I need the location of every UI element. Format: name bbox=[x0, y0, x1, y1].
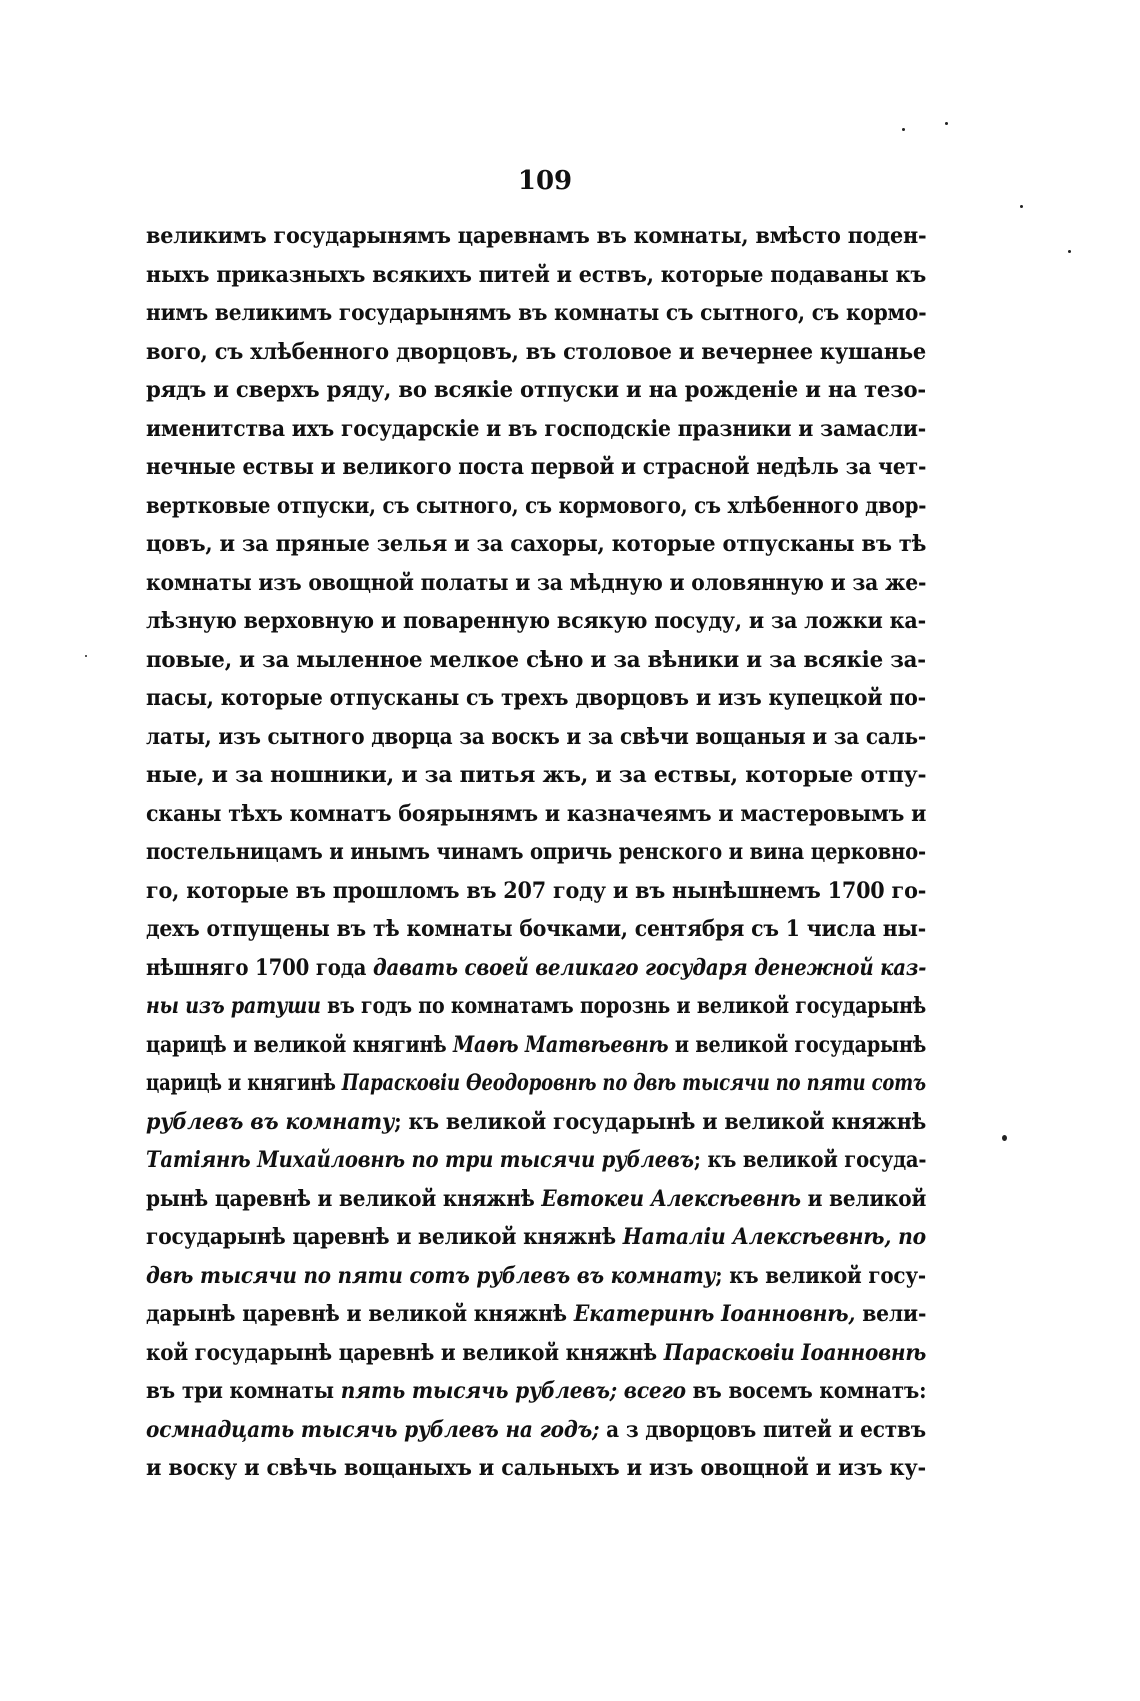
text-segment: латы, изъ сытного дворца за воскъ и за свѣчи вощаныя и за саль- bbox=[146, 723, 927, 750]
page-number: 109 bbox=[517, 166, 573, 196]
text-line bbox=[146, 602, 926, 641]
text-segment: нимъ великимъ государынямъ въ комнаты съ сытного, съ кормо- bbox=[146, 300, 927, 326]
scan-speck bbox=[902, 128, 905, 131]
text-segment: ; къ великой госуда- bbox=[693, 1147, 927, 1173]
italic-text-segment: Маѳѣ Матвѣевнѣ bbox=[453, 1031, 669, 1058]
text-segment: и воску и свѣчь вощаныхъ и сальныхъ и изъ овощной и изъ ку- bbox=[146, 1455, 926, 1481]
text-segment: въ восемъ комнатъ: bbox=[685, 1378, 927, 1404]
scan-speck bbox=[1020, 205, 1023, 208]
text-segment: нечные ествы и великого поста первой и страсной недѣль за чет- bbox=[146, 454, 927, 480]
text-segment: постельницамъ и инымъ чинамъ опричь ренского и вина церковно- bbox=[146, 839, 927, 865]
text-segment: рынѣ царевнѣ и великой княжнѣ bbox=[146, 1185, 542, 1212]
text-line bbox=[146, 1103, 926, 1142]
text-segment: нѣшняго 1700 года bbox=[146, 954, 373, 981]
text-segment: го, которые въ прошломъ въ 207 году и въ нынѣшнемъ 1700 го- bbox=[146, 877, 927, 904]
italic-text-segment: рублевъ въ комнату bbox=[146, 1108, 395, 1135]
text-line bbox=[146, 1257, 926, 1296]
italic-text-segment: двѣ тысячи по пяти сотъ рублевъ въ комнату bbox=[146, 1262, 716, 1289]
text-line bbox=[146, 795, 926, 834]
italic-text-segment: Татіянѣ Михайловнѣ по три тысячи рублевъ bbox=[146, 1147, 694, 1173]
text-segment: вого, съ хлѣбенного дворцовъ, въ столовое и вечернее кушанье bbox=[146, 338, 926, 365]
text-line bbox=[146, 949, 926, 988]
italic-text-segment: Парасковіи Іоанновнѣ bbox=[663, 1339, 927, 1366]
scan-speck bbox=[1002, 1135, 1007, 1141]
text-segment: кой государынѣ царевнѣ и великой княжнѣ bbox=[146, 1339, 664, 1366]
text-segment: а з дворцовъ питей и ествъ bbox=[599, 1416, 927, 1443]
italic-text-segment: пять тысячь рублевъ; всего bbox=[340, 1378, 686, 1404]
text-line bbox=[146, 1295, 926, 1334]
text-line bbox=[146, 294, 926, 333]
text-line bbox=[146, 872, 926, 911]
scan-speck bbox=[945, 122, 948, 125]
text-segment: комнаты изъ овощной полаты и за мѣдную и оловянную и за же- bbox=[146, 569, 927, 596]
text-segment: царицѣ и княгинѣ bbox=[146, 1070, 342, 1096]
text-line bbox=[146, 217, 926, 256]
text-segment: ; къ великой государынѣ и великой княжнѣ bbox=[394, 1108, 927, 1135]
text-line bbox=[146, 1026, 926, 1065]
text-segment: пасы, которые отпусканы съ трехъ дворцовъ и изъ купецкой по- bbox=[146, 685, 927, 711]
text-segment: ные, и за ношники, и за питья жъ, и за ествы, которые отпу- bbox=[146, 762, 927, 788]
text-segment: и великой государынѣ bbox=[668, 1031, 927, 1058]
text-line bbox=[146, 525, 926, 564]
text-segment: великимъ государынямъ царевнамъ въ комнаты, вмѣсто поден- bbox=[146, 223, 927, 249]
text-line bbox=[146, 987, 926, 1026]
italic-text-segment: Парасковіи Ѳеодоровнѣ по двѣ тысячи по пяти сотъ bbox=[341, 1070, 926, 1096]
text-line bbox=[146, 1218, 926, 1257]
text-line bbox=[146, 1449, 926, 1488]
text-segment: вели- bbox=[855, 1301, 927, 1327]
text-segment: ; къ великой госу- bbox=[715, 1262, 926, 1289]
italic-text-segment: Екатеринѣ Іоанновнѣ, bbox=[573, 1301, 856, 1327]
scan-speck bbox=[1068, 250, 1071, 253]
text-line bbox=[146, 564, 926, 603]
text-line bbox=[146, 1334, 926, 1373]
text-segment: цовъ, и за пряные зелья и за сахоры, которые отпусканы въ тѣ bbox=[146, 531, 927, 557]
text-segment: повые, и за мыленное мелкое сѣно и за вѣники и за всякіе за- bbox=[146, 646, 926, 673]
text-line bbox=[146, 910, 926, 949]
italic-text-segment: ны изъ ратуши bbox=[146, 993, 321, 1019]
text-segment: царицѣ и великой княгинѣ bbox=[146, 1031, 454, 1058]
text-segment: и великой bbox=[800, 1185, 927, 1212]
text-line bbox=[146, 1141, 926, 1180]
text-line bbox=[146, 487, 926, 526]
text-line bbox=[146, 410, 926, 449]
text-line bbox=[146, 756, 926, 795]
text-line bbox=[146, 1411, 926, 1450]
text-line bbox=[146, 333, 926, 372]
text-segment: лѣзную верховную и поваренную всякую посуду, и за ложки ка- bbox=[146, 608, 926, 634]
text-line bbox=[146, 448, 926, 487]
text-segment: дарынѣ царевнѣ и великой княжнѣ bbox=[146, 1301, 574, 1327]
text-segment: въ три комнаты bbox=[146, 1378, 341, 1404]
text-segment: дехъ отпущены въ тѣ комнаты бочками, сентября съ 1 числа ны- bbox=[146, 916, 927, 942]
text-segment: вертковые отпуски, съ сытного, съ кормового, съ хлѣбенного двор- bbox=[146, 492, 927, 519]
text-line bbox=[146, 1180, 926, 1219]
text-line bbox=[146, 718, 926, 757]
text-line bbox=[146, 1064, 926, 1103]
text-line bbox=[146, 641, 926, 680]
text-segment: ныхъ приказныхъ всякихъ питей и ествъ, которые подаваны къ bbox=[146, 261, 927, 288]
text-line bbox=[146, 833, 926, 872]
italic-text-segment: Евтокеи Алексѣевнѣ bbox=[541, 1185, 801, 1212]
text-segment: именитства ихъ государскіе и въ господскіе празники и замасли- bbox=[146, 415, 927, 442]
italic-text-segment: давать своей великаго государя денежной каз- bbox=[372, 954, 927, 981]
text-segment: государынѣ царевнѣ и великой княжнѣ bbox=[146, 1224, 623, 1250]
text-segment: въ годъ по комнатамъ порознь и великой государынѣ bbox=[320, 993, 927, 1019]
text-line bbox=[146, 679, 926, 718]
italic-text-segment: Наталіи Алексѣевнѣ, по bbox=[622, 1224, 927, 1250]
body-text bbox=[146, 217, 926, 1488]
text-line bbox=[146, 256, 926, 295]
text-segment: рядъ и сверхъ ряду, во всякіе отпуски и на рожденіе и на тезо- bbox=[146, 377, 927, 403]
text-line bbox=[146, 1372, 926, 1411]
scan-speck bbox=[85, 655, 87, 657]
italic-text-segment: осмнадцать тысячь рублевъ на годъ; bbox=[146, 1416, 600, 1443]
text-line bbox=[146, 371, 926, 410]
text-segment: сканы тѣхъ комнатъ боярынямъ и казначеямъ и мастеровымъ и bbox=[146, 800, 927, 827]
